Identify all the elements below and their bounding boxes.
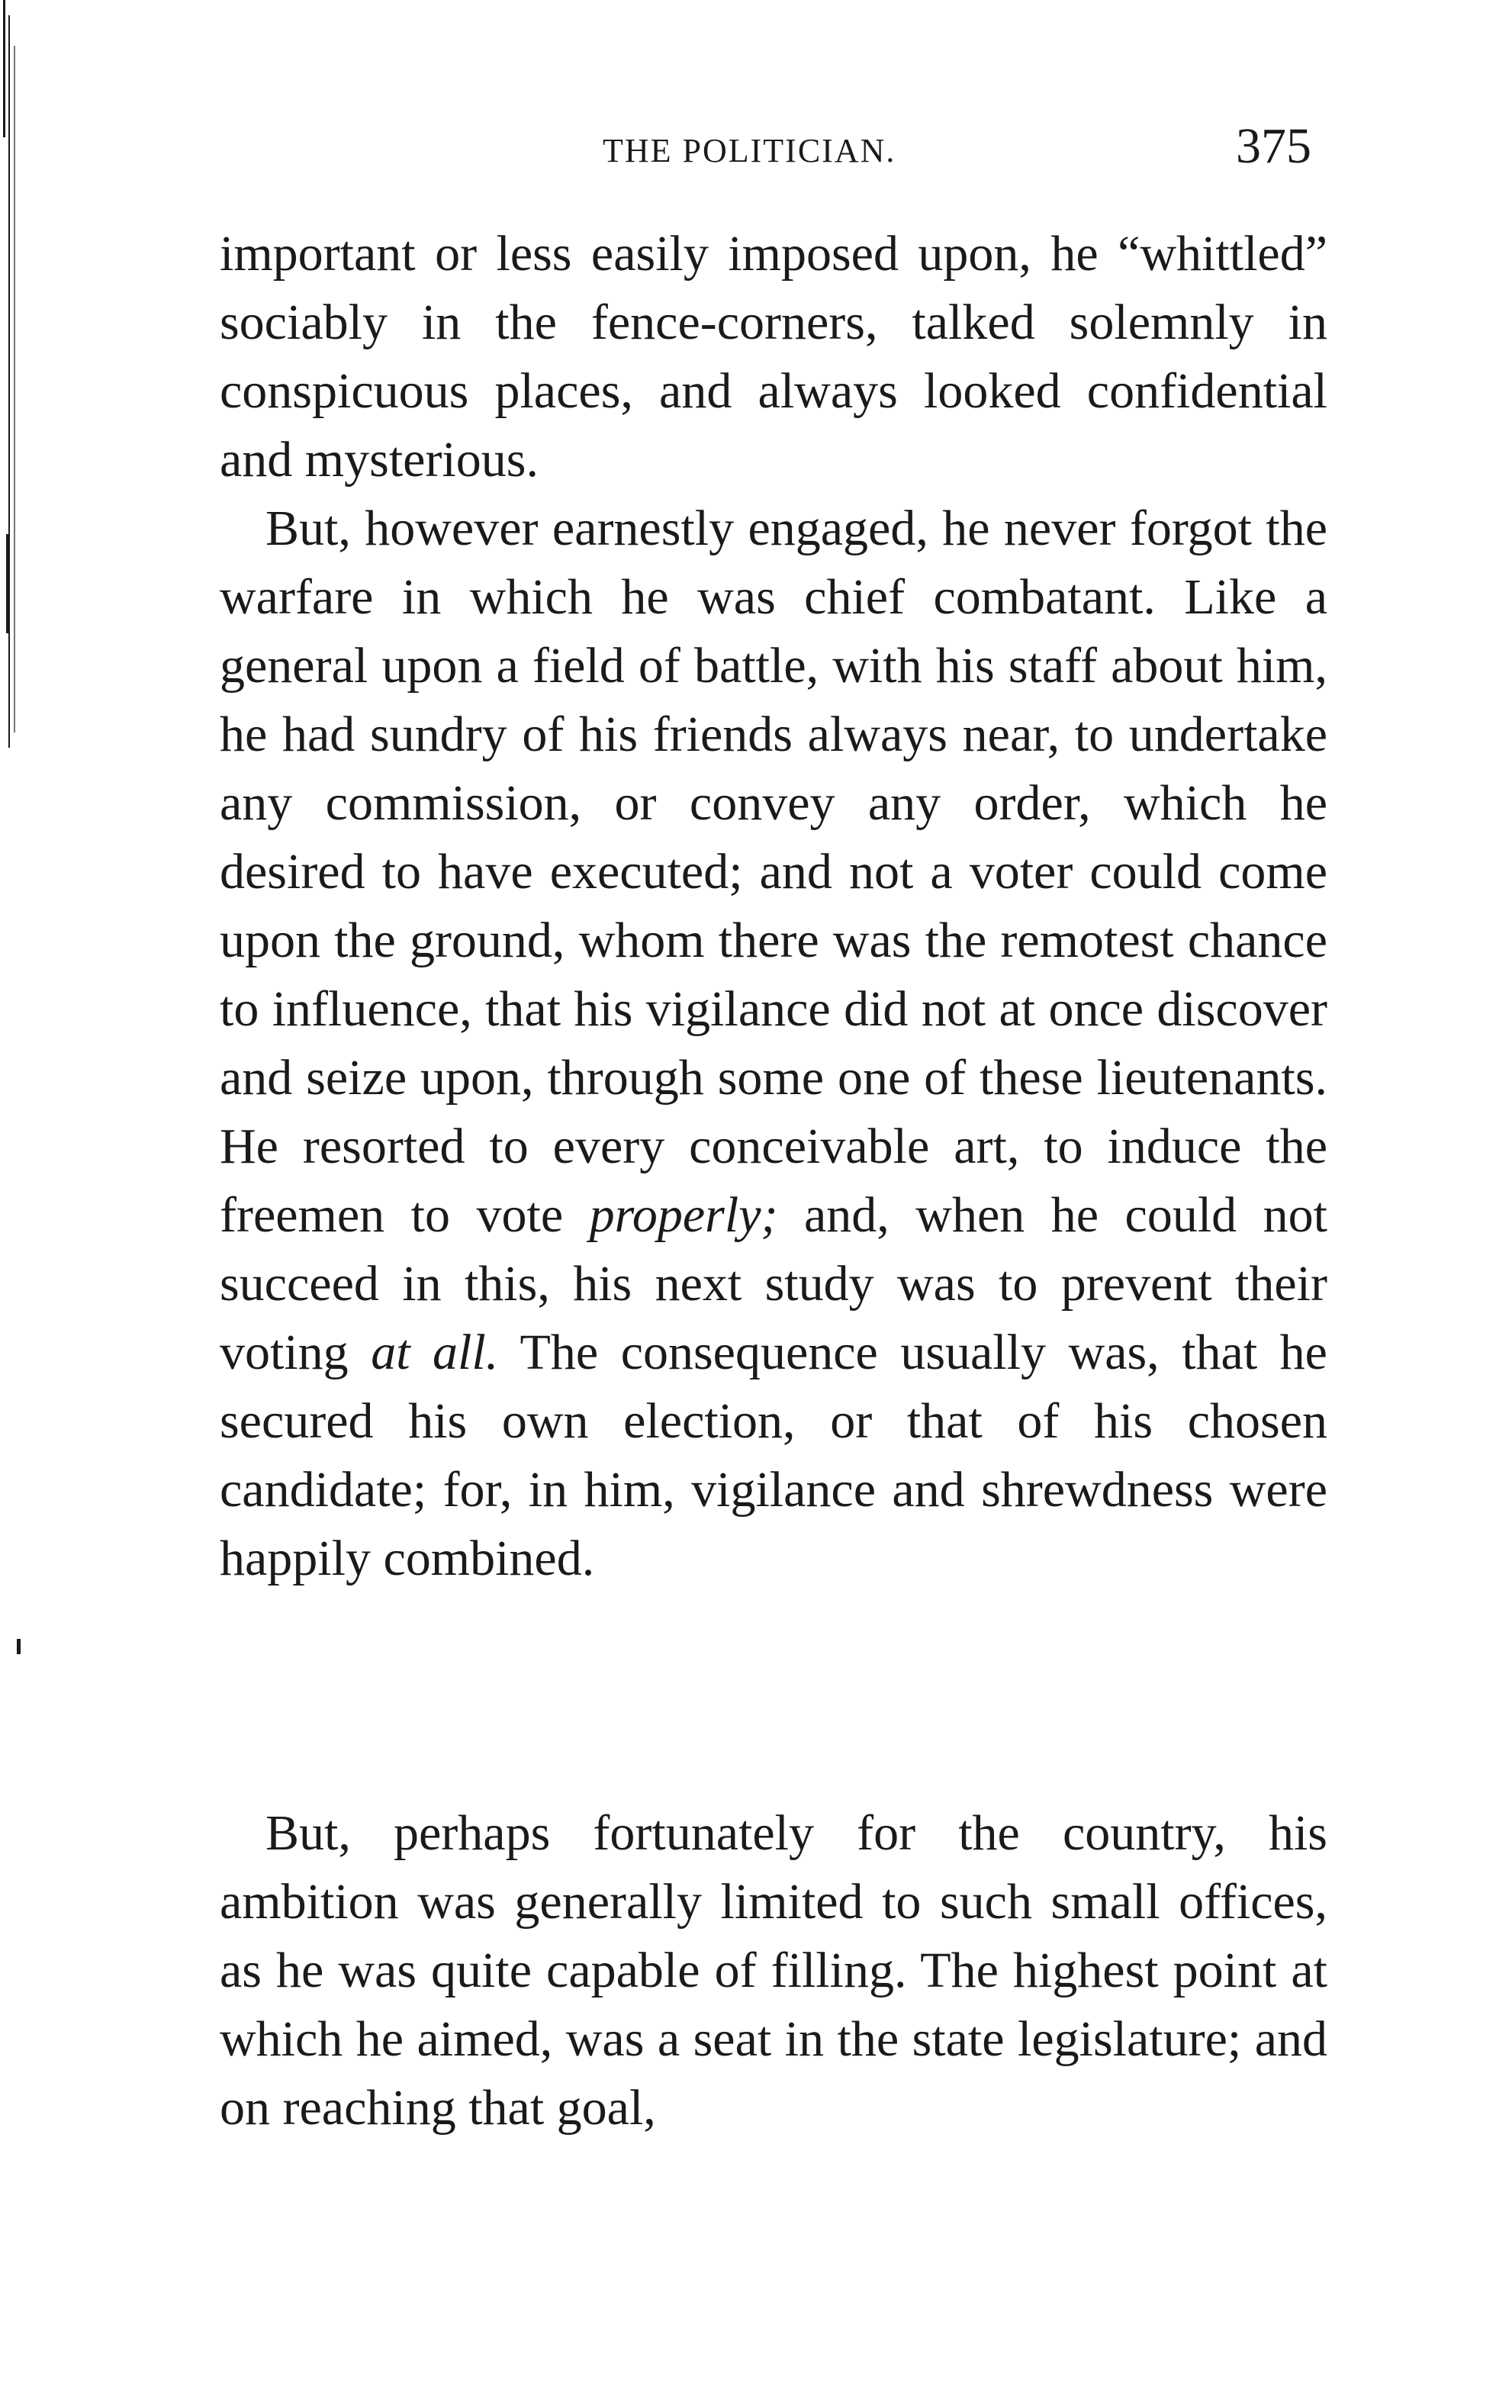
emphasis-properly: properly; <box>589 1187 778 1243</box>
paragraph-2 <box>220 494 1327 1593</box>
paragraph-2-part-1: But, however earnestly engaged, he never forgot the warfare in which he was chief combatant. Like a general upon a field of battle, with his staff about him, he had sundry of his friends always near, to undertake any commission, or convey any order, which he desired to have executed; and not a voter could come upon the ground, whom there was the remotest chance to influence, that his vigilance did not at once discover and seize upon, through some one of these lieutenants. He resorted to every conceivable art, to induce the freemen to vote <box>220 501 1327 1243</box>
paragraph-2-part-2: and, when he could not succeed in this, his next study was to prevent their voting <box>220 1187 1327 1380</box>
page-header <box>0 114 1512 191</box>
emphasis-at-all: at all. <box>371 1325 499 1380</box>
paragraph-2-part-3: The consequence usually was, that he secured his own election, or that of his chosen candidate; for, in him, vigilance and shrewdness were happily combined. <box>220 1325 1327 1586</box>
body-text-upper <box>220 220 1327 1593</box>
stray-ink-mark <box>17 1639 21 1654</box>
paragraph-3: But, perhaps fortunately for the country, his ambition was generally limited to such small offices, as he was quite capable of filling. The highest point at which he aimed, was a seat in the state legislature; and on reaching that goal, <box>220 1805 1327 2136</box>
body-text-lower <box>220 1799 1327 2142</box>
page-number: 375 <box>1236 118 1311 174</box>
running-head: THE POLITICIAN. <box>603 132 896 169</box>
paragraph-1: important or less easily imposed upon, he “whittled” sociably in the fence-corners, talked solemnly in conspicuous places, and always looked confidential and mysterious. <box>220 226 1327 488</box>
